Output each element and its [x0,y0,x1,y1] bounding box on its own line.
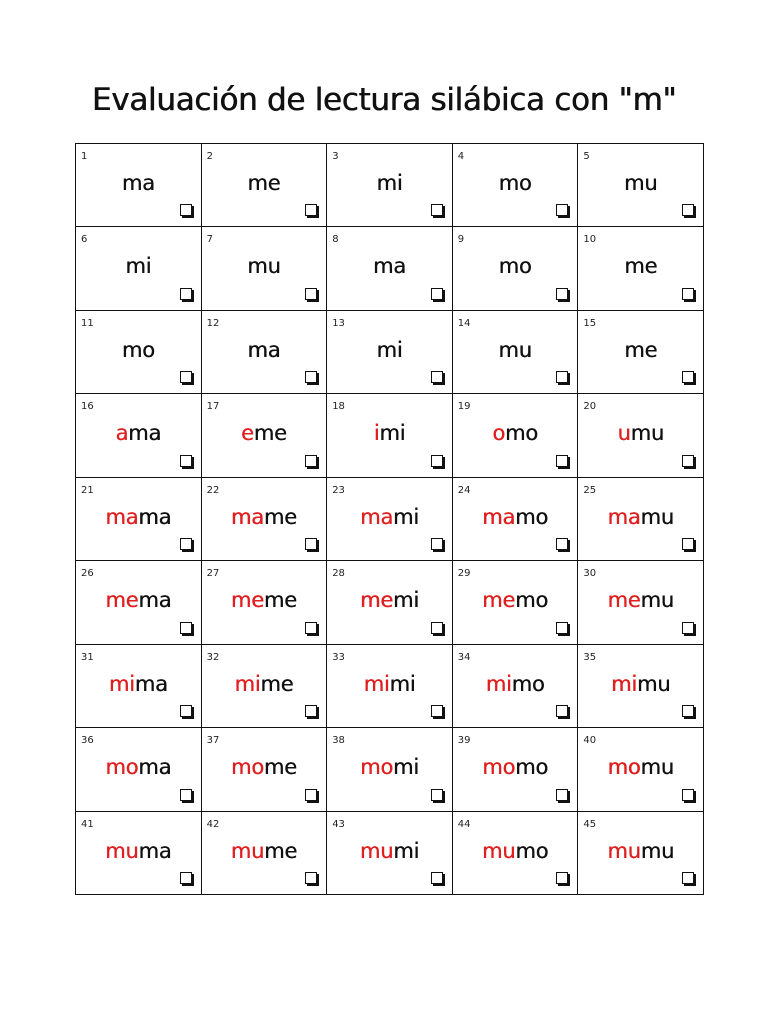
syllable-word [327,839,452,863]
checkbox-icon[interactable] [180,622,192,634]
highlighted-syllable: me [360,588,394,613]
highlighted-syllable: mo [230,755,264,780]
base-syllable: mu [630,421,664,446]
syllable-cell [453,478,579,561]
checkbox-icon[interactable] [682,872,694,884]
syllable-cell [202,561,328,644]
checkbox-icon[interactable] [682,204,694,216]
base-syllable: mu [640,588,674,613]
checkbox-icon[interactable] [305,622,317,634]
syllable-word [578,588,703,612]
syllable-word [453,505,578,529]
syllable-word [327,672,452,696]
base-syllable: mo [121,337,155,362]
highlighted-syllable: mi [234,671,261,696]
base-syllable: me [263,504,297,529]
syllable-cell [578,478,704,561]
base-syllable: mi [393,588,419,613]
syllable-word [578,505,703,529]
highlighted-syllable: mu [230,838,265,863]
syllable-cell [327,311,453,394]
checkbox-icon[interactable] [682,288,694,300]
checkbox-icon[interactable] [556,455,568,467]
base-syllable: me [624,337,658,362]
checkbox-icon[interactable] [305,789,317,801]
syllable-cell [202,812,328,895]
cell-number: 43 [332,818,345,830]
syllable-cell [202,227,328,310]
syllable-word [76,254,201,278]
syllable-cell [327,144,453,227]
checkbox-icon[interactable] [305,705,317,717]
cell-number: 14 [457,317,471,329]
syllable-word [327,338,452,362]
checkbox-icon[interactable] [556,789,568,801]
checkbox-icon[interactable] [431,455,443,467]
highlighted-syllable: ma [105,504,139,529]
syllable-word [578,755,703,779]
base-syllable: ma [138,838,172,863]
highlighted-syllable: me [230,588,264,613]
base-syllable: mi [389,671,416,696]
highlighted-syllable: mu [607,838,641,863]
cell-number: 42 [206,818,220,830]
highlighted-syllable: ma [360,504,393,529]
highlighted-syllable: ma [482,504,516,529]
base-syllable: ma [121,171,155,195]
syllable-word [202,171,327,195]
base-syllable: mo [504,421,538,446]
cell-number: 21 [81,484,94,496]
cell-number: 24 [457,484,471,496]
checkbox-icon[interactable] [180,371,192,383]
syllable-cell [327,394,453,477]
checkbox-icon[interactable] [305,538,317,550]
checkbox-icon[interactable] [305,371,317,383]
syllable-cell [453,144,579,227]
checkbox-icon[interactable] [682,538,694,550]
base-syllable: mu [624,171,658,195]
syllable-word [327,171,452,195]
syllable-cell [76,478,202,561]
checkbox-icon[interactable] [431,204,443,216]
syllable-cell [202,478,328,561]
checkbox-icon[interactable] [556,538,568,550]
syllable-cell [453,561,579,644]
checkbox-icon[interactable] [180,705,192,717]
cell-number: 12 [206,317,220,329]
highlighted-syllable: mi [485,671,512,696]
checkbox-icon[interactable] [556,204,568,216]
syllable-cell [202,645,328,728]
base-syllable: mu [636,671,671,696]
syllable-cell [202,728,328,811]
checkbox-icon[interactable] [431,789,443,801]
checkbox-icon[interactable] [431,622,443,634]
base-syllable: mu [498,337,532,362]
syllable-cell [327,227,453,310]
syllable-word [453,755,578,779]
cell-number: 39 [457,735,471,747]
syllable-cell [76,311,202,394]
cell-number: 20 [583,401,597,413]
syllable-cell [453,645,579,728]
base-syllable: mo [511,671,545,696]
syllable-cell [453,812,579,895]
base-syllable: ma [128,421,162,446]
syllable-cell [76,394,202,477]
checkbox-icon[interactable] [682,622,694,634]
base-syllable: me [263,588,297,613]
syllable-cell [327,812,453,895]
checkbox-icon[interactable] [180,872,192,884]
syllable-cell [453,394,579,477]
cell-number: 1 [81,151,88,162]
highlighted-syllable: mi [611,671,637,696]
base-syllable: mo [498,254,532,279]
cell-number: 44 [457,818,471,830]
base-syllable: ma [138,504,172,529]
cell-number: 32 [206,651,220,663]
syllable-word [453,338,578,362]
base-syllable: mu [640,755,674,780]
cell-number: 23 [332,484,345,496]
cell-number: 41 [81,818,94,830]
base-syllable: mi [379,421,406,446]
base-syllable: mo [515,838,549,863]
syllable-word [76,588,201,612]
syllable-word [453,171,578,195]
syllable-cell [327,645,453,728]
syllable-word [578,338,703,362]
highlighted-syllable: me [607,588,641,613]
base-syllable: mo [515,504,549,529]
base-syllable: ma [247,337,281,362]
syllable-word [202,672,327,696]
highlighted-syllable: mo [360,755,393,780]
syllable-word [76,505,201,529]
syllable-word [453,588,578,612]
cell-number: 35 [583,651,597,663]
base-syllable: me [253,421,287,446]
syllable-word [76,839,201,863]
checkbox-icon[interactable] [180,789,192,801]
base-syllable: mi [392,755,419,780]
cell-number: 27 [206,568,220,580]
cell-number: 16 [81,401,94,413]
cell-number: 11 [81,317,94,329]
cell-number: 38 [332,735,345,747]
cell-number: 15 [583,317,597,329]
syllable-word [453,672,578,696]
base-syllable: mu [247,254,281,279]
highlighted-syllable: mo [607,755,641,780]
cell-number: 22 [206,484,220,496]
cell-number: 5 [583,151,590,162]
syllable-word [327,421,452,445]
base-syllable: mo [515,588,549,613]
syllable-word [76,338,201,362]
base-syllable: ma [138,755,172,780]
checkbox-icon[interactable] [180,538,192,550]
syllable-word [76,755,201,779]
cell-number: 25 [583,484,597,496]
cell-number: 34 [457,651,471,663]
syllable-cell [76,728,202,811]
cell-number: 18 [332,401,345,413]
base-syllable: mi [376,171,403,195]
syllable-word [327,505,452,529]
syllable-cell [578,311,704,394]
checkbox-icon[interactable] [180,204,192,216]
base-syllable: mo [515,755,548,780]
highlighted-syllable: i [373,421,380,446]
syllable-cell [453,728,579,811]
checkbox-icon[interactable] [556,705,568,717]
highlighted-syllable: e [241,421,254,446]
cell-number: 28 [332,568,345,580]
checkbox-icon[interactable] [556,371,568,383]
syllable-word [327,755,452,779]
syllable-cell [76,144,202,227]
syllable-word [453,254,578,278]
cell-number: 31 [81,651,94,663]
syllable-word [453,839,578,863]
base-syllable: mi [393,504,419,529]
highlighted-syllable: u [617,421,631,446]
cell-number: 36 [81,735,94,747]
cell-number: 40 [583,735,597,747]
checkbox-icon[interactable] [431,288,443,300]
checkbox-icon[interactable] [180,455,192,467]
cell-number: 29 [457,568,471,580]
base-syllable: ma [373,254,406,279]
syllable-word [76,421,201,445]
syllable-word [202,505,327,529]
syllable-cell [202,144,328,227]
base-syllable: mi [393,838,420,863]
cell-number: 13 [332,317,345,329]
syllable-cell [578,812,704,895]
base-syllable: mi [125,254,152,279]
cell-number: 37 [206,735,220,747]
syllable-word [578,839,703,863]
cell-number: 19 [457,401,471,413]
syllable-cell [578,144,704,227]
highlighted-syllable: mi [108,671,135,696]
syllable-cell [453,311,579,394]
checkbox-icon[interactable] [180,288,192,300]
cell-number: 30 [583,568,597,580]
highlighted-syllable: me [482,588,516,613]
base-syllable: ma [138,588,172,613]
cell-number: 17 [206,401,220,413]
checkbox-icon[interactable] [431,705,443,717]
cell-number: 10 [583,234,597,246]
highlighted-syllable: o [492,421,505,446]
syllable-cell [76,561,202,644]
syllable-cell [327,728,453,811]
cell-number: 26 [81,568,94,580]
syllable-grid [75,143,704,895]
checkbox-icon[interactable] [682,705,694,717]
syllable-word [578,171,703,195]
highlighted-syllable: mo [105,755,139,780]
syllable-cell [578,227,704,310]
syllable-word [578,672,703,696]
base-syllable: mo [498,171,532,195]
syllable-word [578,254,703,278]
syllable-cell [578,728,704,811]
checkbox-icon[interactable] [431,371,443,383]
checkbox-icon[interactable] [305,455,317,467]
highlighted-syllable: me [105,588,139,613]
syllable-word [578,421,703,445]
checkbox-icon[interactable] [682,455,694,467]
checkbox-icon[interactable] [682,789,694,801]
cell-number: 7 [206,234,213,246]
syllable-cell [202,311,328,394]
checkbox-icon[interactable] [431,872,443,884]
cell-number: 6 [81,234,88,246]
highlighted-syllable: mu [359,838,394,863]
highlighted-syllable: a [115,421,129,446]
cell-number: 45 [583,818,597,830]
syllable-cell [76,227,202,310]
syllable-cell [327,561,453,644]
highlighted-syllable: ma [607,504,641,529]
highlighted-syllable: ma [230,504,264,529]
syllable-word [202,755,327,779]
base-syllable: ma [134,671,168,696]
base-syllable: mi [376,337,403,362]
base-syllable: me [263,755,297,780]
checkbox-icon[interactable] [305,288,317,300]
cell-number: 2 [206,151,213,162]
base-syllable: me [264,838,298,863]
syllable-word [76,171,201,195]
checkbox-icon[interactable] [556,622,568,634]
cell-number: 9 [457,234,465,246]
base-syllable: me [624,254,658,279]
highlighted-syllable: mo [482,755,516,780]
highlighted-syllable: mu [481,838,516,863]
syllable-word [76,672,201,696]
syllable-word [202,839,327,863]
checkbox-icon[interactable] [556,872,568,884]
cell-number: 8 [332,234,339,246]
cell-number: 33 [332,651,345,663]
highlighted-syllable: mi [363,671,390,696]
checkbox-icon[interactable] [305,872,317,884]
base-syllable: mu [640,838,675,863]
base-syllable: me [247,171,281,195]
syllable-cell [578,561,704,644]
checkbox-icon[interactable] [556,288,568,300]
cell-number: 4 [457,151,465,162]
syllable-cell [202,394,328,477]
base-syllable: mu [640,504,674,529]
syllable-cell [76,645,202,728]
checkbox-icon[interactable] [431,538,443,550]
syllable-cell [327,478,453,561]
syllable-word [202,338,327,362]
syllable-cell [578,394,704,477]
base-syllable: me [260,671,294,696]
cell-number: 3 [332,151,339,162]
syllable-word [453,421,578,445]
syllable-word [327,254,452,278]
syllable-cell [76,812,202,895]
syllable-word [202,421,327,445]
syllable-cell [578,645,704,728]
syllable-word [202,254,327,278]
syllable-word [327,588,452,612]
checkbox-icon[interactable] [682,371,694,383]
checkbox-icon[interactable] [305,204,317,216]
syllable-cell [453,227,579,310]
highlighted-syllable: mu [105,838,139,863]
page-title: Evaluación de lectura silábica con "m" [91,82,677,118]
syllable-word [202,588,327,612]
